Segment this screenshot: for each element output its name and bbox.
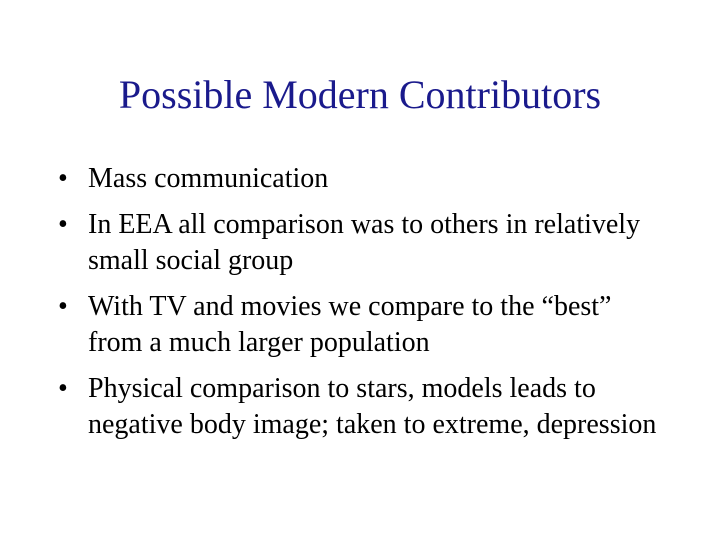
bullet-icon: • [58, 291, 68, 322]
bullet-icon: • [58, 163, 68, 194]
bullet-item [58, 207, 658, 279]
slide-title: Possible Modern Contributors [118, 72, 602, 117]
bullet-item [58, 371, 658, 443]
bullet-icon: • [58, 373, 68, 404]
bullet-item [58, 289, 658, 361]
bullet-list [58, 161, 658, 453]
bullet-item [58, 161, 658, 197]
bullet-text: Physical comparison to stars, models leads to negative body image; taken to extreme, depression [88, 373, 657, 440]
bullet-text: With TV and movies we compare to the “best” from a much larger population [88, 291, 612, 358]
bullet-text: In EEA all comparison was to others in relatively small social group [88, 209, 641, 276]
bullet-text: Mass communication [88, 163, 329, 194]
bullet-icon: • [58, 209, 68, 240]
